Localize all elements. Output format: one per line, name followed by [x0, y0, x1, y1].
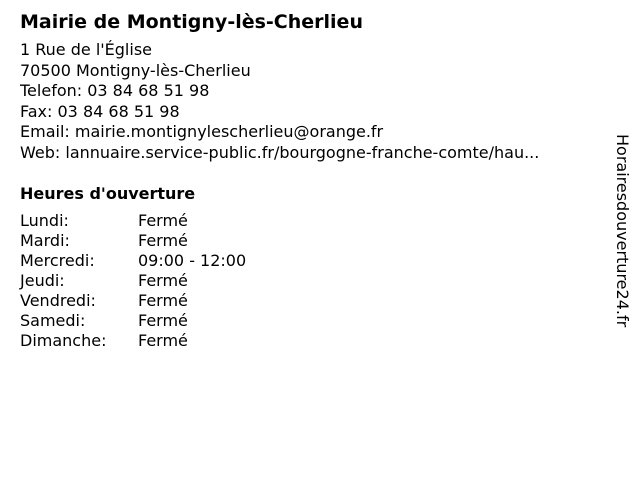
day-hours: Fermé — [138, 311, 188, 330]
phone-label: Telefon: — [20, 81, 83, 100]
day-label: Mardi: — [20, 231, 70, 250]
day-label: Jeudi: — [20, 271, 65, 290]
day-hours: Fermé — [138, 331, 188, 350]
web-label: Web: — [20, 142, 61, 162]
hours-table — [20, 211, 600, 351]
business-name: Mairie de Montigny-lès-Cherlieu — [20, 11, 363, 33]
hours-row-sunday — [20, 331, 600, 351]
fax-label: Fax: — [20, 101, 53, 121]
hours-title: Heures d'ouverture — [20, 184, 196, 203]
day-hours: 09:00 - 12:00 — [138, 251, 247, 270]
day-label: Mercredi: — [20, 251, 95, 270]
web-line — [20, 143, 600, 164]
hours-row-monday — [20, 211, 600, 231]
day-hours: Fermé — [138, 211, 188, 230]
phone-line — [20, 81, 600, 102]
day-label: Lundi: — [20, 211, 69, 230]
address-city: 70500 Montigny-lès-Cherlieu — [20, 60, 251, 80]
site-watermark: Horairesdouverture24.fr — [613, 134, 632, 328]
day-hours: Fermé — [138, 231, 188, 250]
hours-row-tuesday — [20, 231, 600, 251]
hours-row-thursday — [20, 271, 600, 291]
address-street: 1 Rue de l'Église — [20, 40, 152, 59]
business-card — [20, 8, 600, 351]
fax-value: 03 84 68 51 98 — [57, 101, 180, 121]
fax-line — [20, 102, 600, 123]
hours-row-friday — [20, 291, 600, 311]
email-label: Email: — [20, 122, 70, 141]
day-label: Dimanche: — [20, 331, 107, 350]
email-line — [20, 122, 600, 143]
day-label: Samedi: — [20, 311, 86, 330]
day-hours: Fermé — [138, 291, 188, 310]
hours-row-saturday — [20, 311, 600, 331]
phone-link[interactable]: 03 84 68 51 98 — [87, 81, 210, 100]
day-hours: Fermé — [138, 271, 188, 290]
web-link[interactable]: lannuaire.service-public.fr/bourgogne-franche-comte/hau... — [65, 142, 540, 162]
hours-row-wednesday — [20, 251, 600, 271]
day-label: Vendredi: — [20, 291, 96, 310]
email-link[interactable]: mairie.montignylescherlieu@orange.fr — [74, 122, 384, 141]
